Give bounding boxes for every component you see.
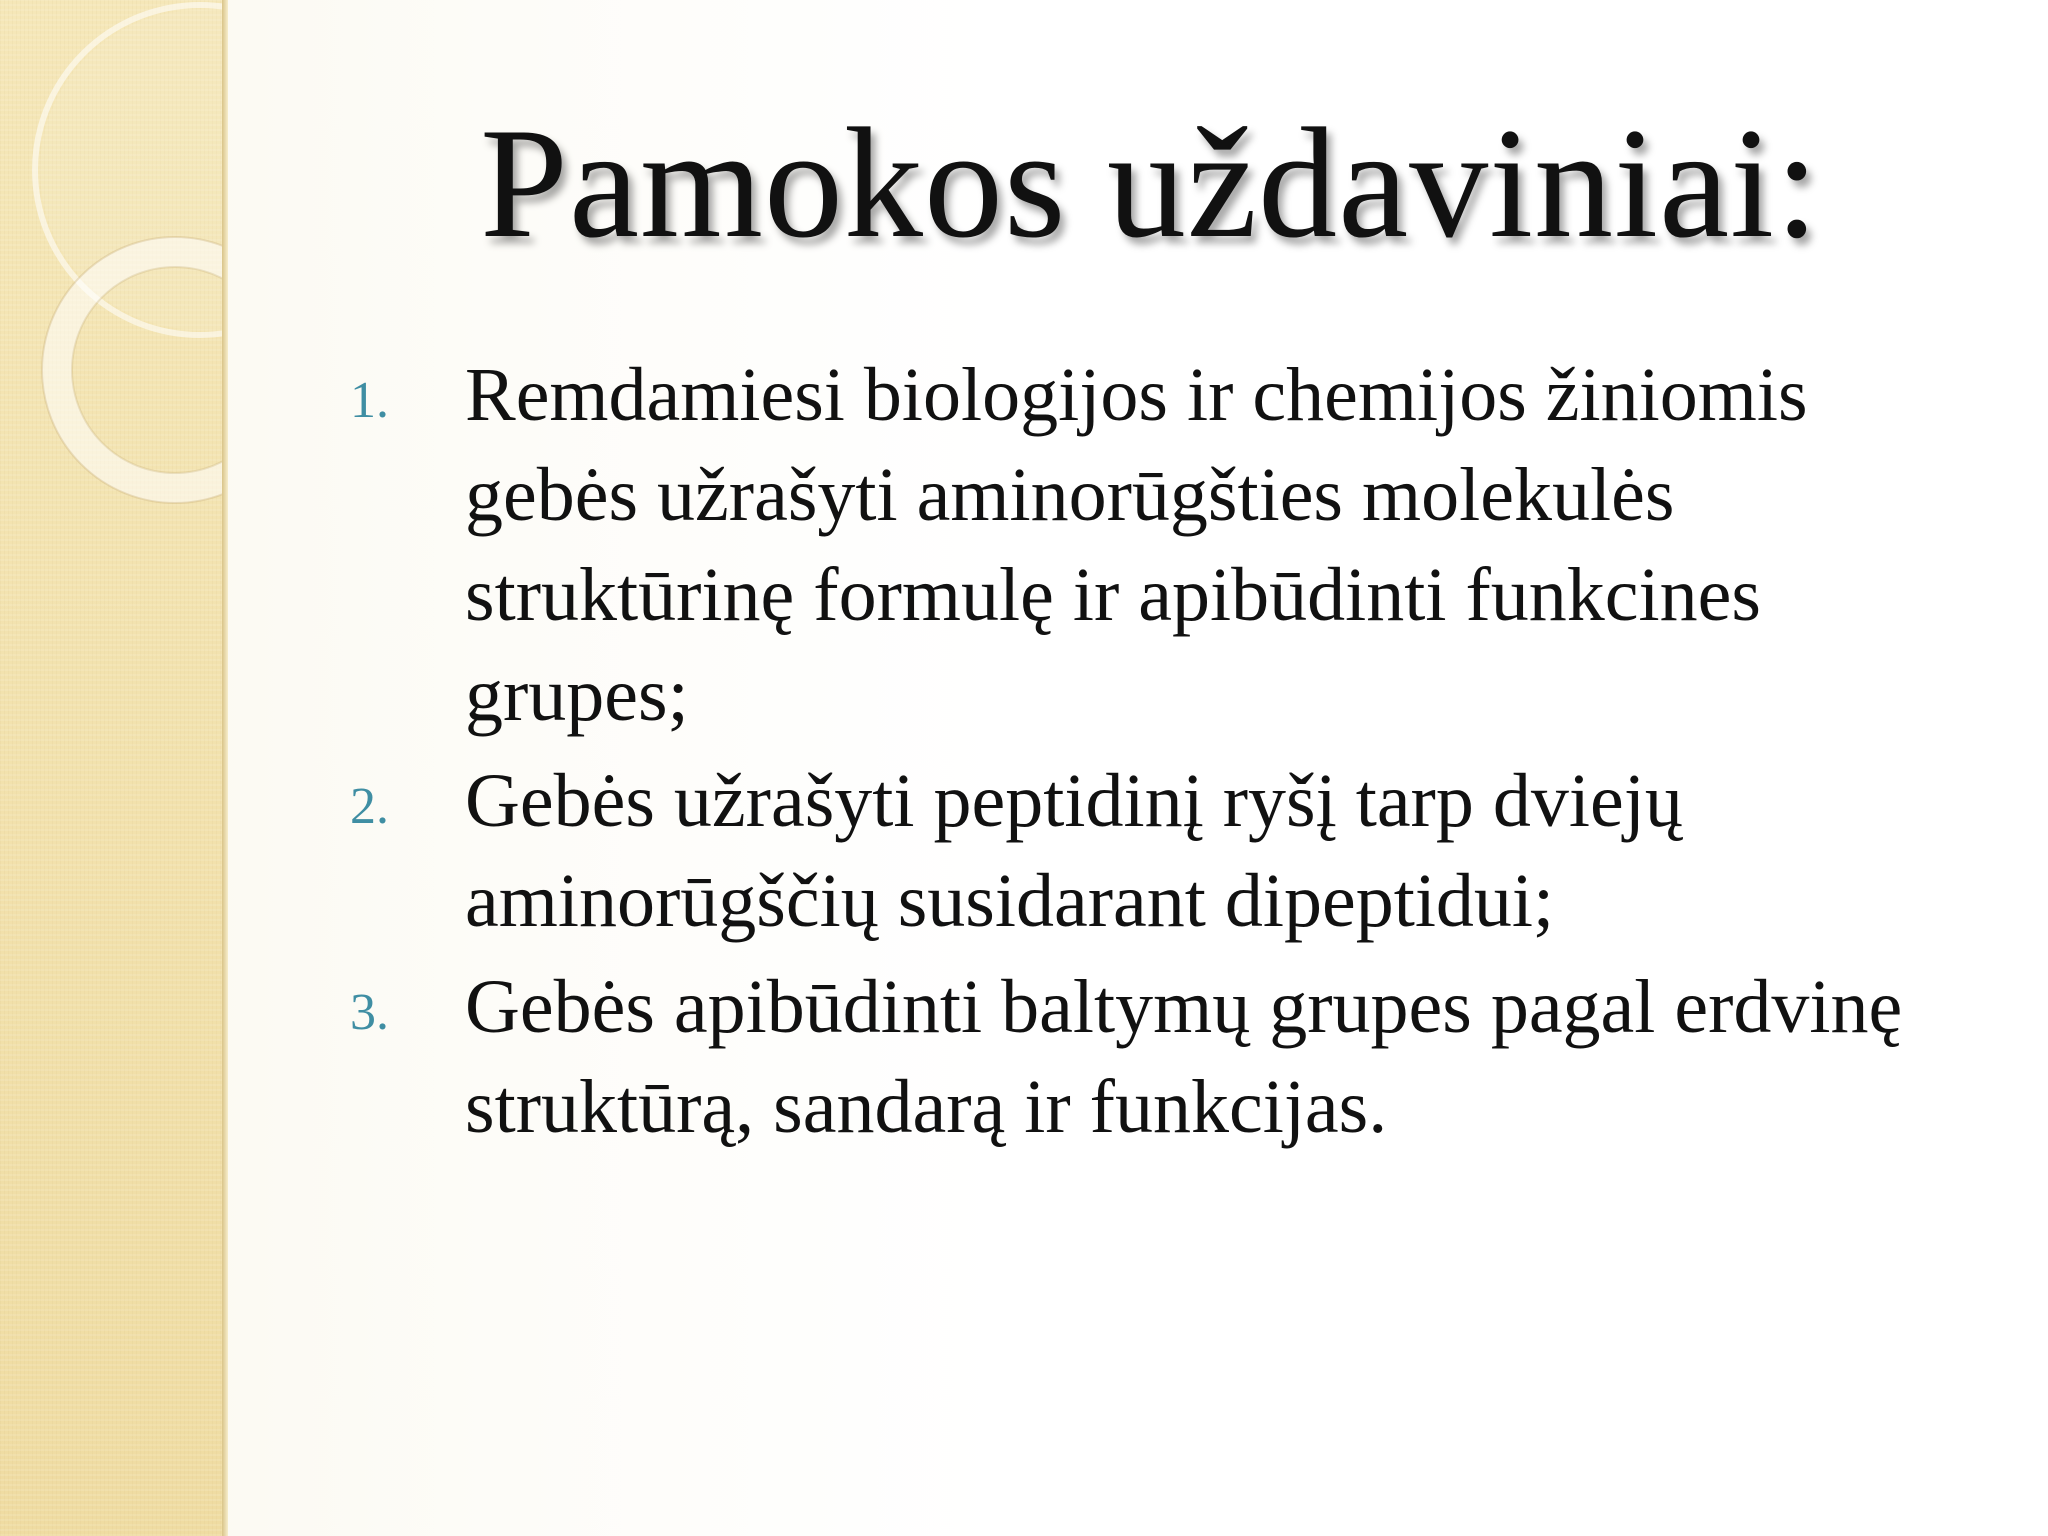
list-item-text: Gebės apibūdinti baltymų grupes pagal erdvinę struktūrą, sandarą ir funkcijas. <box>465 965 1903 1149</box>
list-item <box>340 345 1990 745</box>
list-item <box>340 751 1990 951</box>
list-item-text: Gebės užrašyti peptidinį ryšį tarp dviejų aminorūgščių susidarant dipeptidui; <box>465 759 1683 943</box>
list-item <box>340 957 1990 1157</box>
list-number: 2. <box>350 778 389 835</box>
list-number: 1. <box>350 372 389 429</box>
decorative-sidebar <box>0 0 228 1536</box>
sidebar-edge <box>222 0 228 1536</box>
list-number: 3. <box>350 984 389 1041</box>
slide-title: Pamokos uždaviniai: <box>480 96 1820 271</box>
decorative-rings-graphic <box>0 0 228 520</box>
objectives-list <box>340 345 1990 1163</box>
list-item-text: Remdamiesi biologijos ir chemijos žiniomis gebės užrašyti aminorūgšties molekulės struktūrinę formulę ir apibūdinti funkcines grupes; <box>465 353 1808 737</box>
